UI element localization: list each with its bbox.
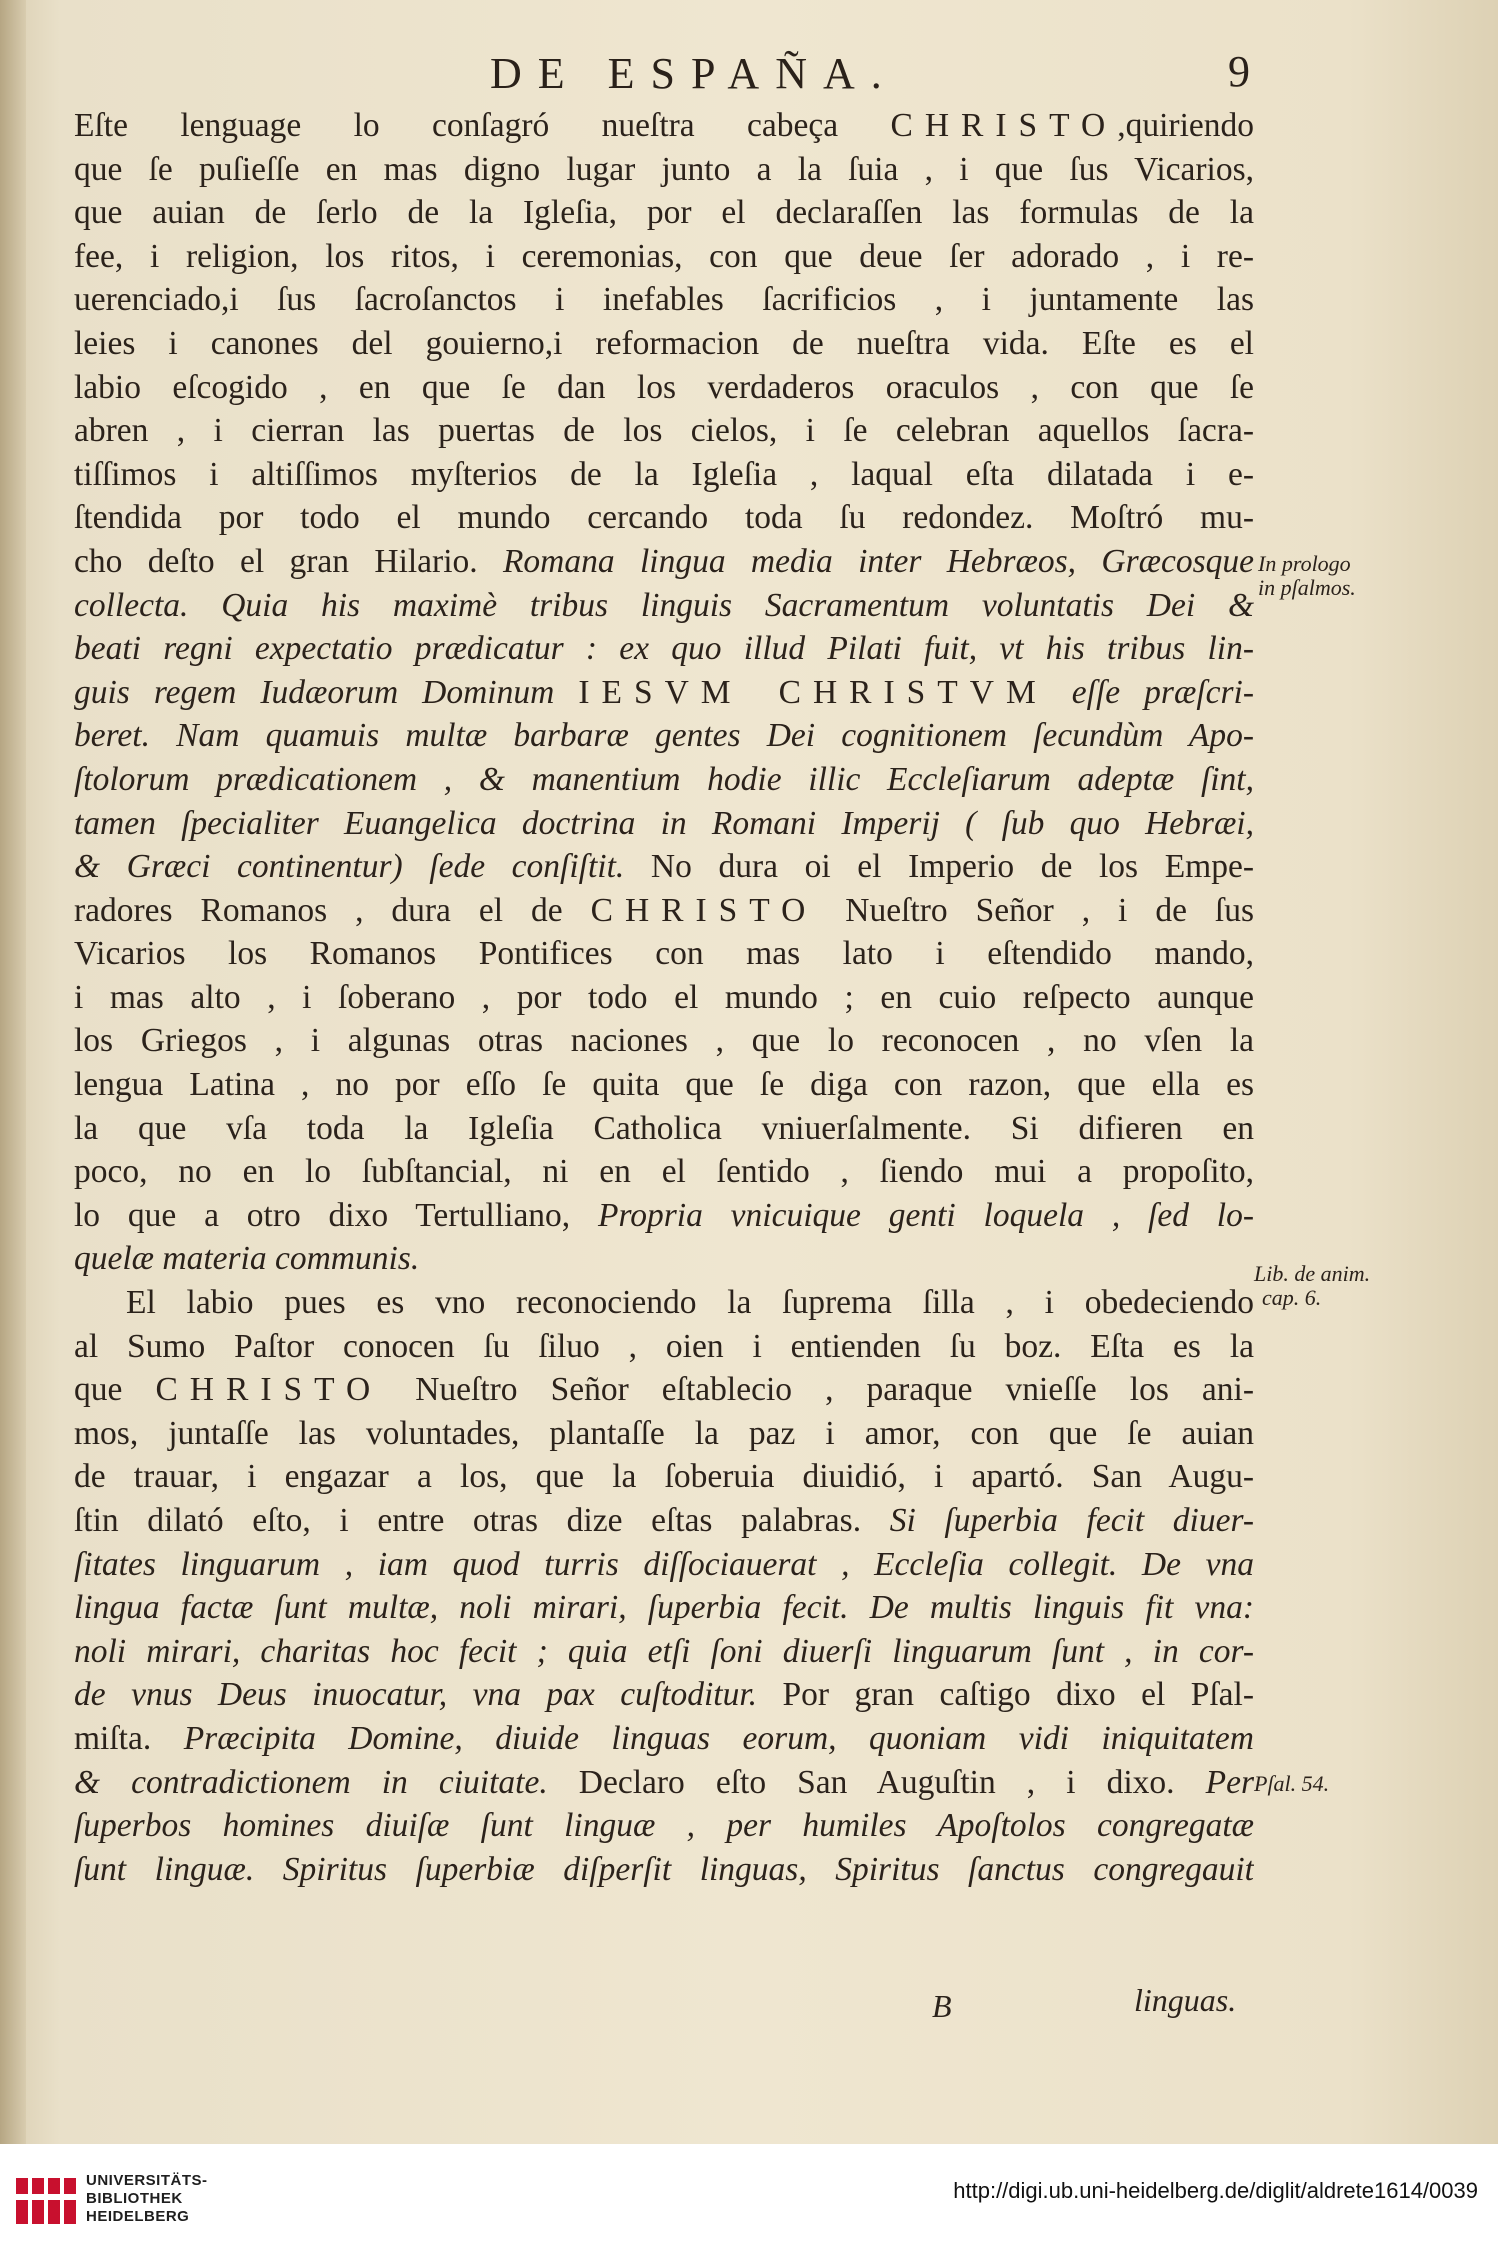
text-line (74, 976, 1254, 1020)
text-line (74, 1455, 1254, 1499)
running-title: DE ESPAÑA. (490, 49, 898, 98)
text-line (74, 1107, 1254, 1151)
text-segment: cho deſto el gran Hilario. (74, 542, 503, 580)
text-segment: i mas alto , i ſoberano , por todo el mundo ; en cuio reſpecto aunque (74, 978, 1254, 1016)
italic-latin-text: Si ſuperbia fecit diuer- (889, 1502, 1254, 1539)
text-segment: Declaro eſto San Auguſtin , i dixo. (547, 1763, 1206, 1801)
text-segment: al Sumo Paſtor conocen ſu ſiluo , oien i entienden ſu boz. Eſta es la (74, 1327, 1254, 1365)
text-line (74, 1586, 1254, 1630)
text-line (74, 1063, 1254, 1107)
library-name-line: UNIVERSITÄTS- (86, 2172, 208, 2189)
text-line (74, 1019, 1254, 1063)
italic-latin-text: Romana lingua media inter Hebræos, Græcosque (502, 542, 1254, 580)
text-line (74, 278, 1254, 322)
body-text (74, 104, 1254, 1891)
text-line (74, 758, 1254, 802)
text-segment: ſtendida por todo el mundo cercando toda ſu redondez. Moſtró mu- (74, 499, 1254, 537)
text-segment: Nueſtro Señor eſtablecio , paraque vnieſſe los ani- (382, 1371, 1254, 1409)
text-segment: lo que a otro dixo Tertulliano, (74, 1196, 599, 1234)
digitization-footer (0, 2144, 1498, 2257)
text-line (74, 1630, 1254, 1674)
text-segment: No dura oi el Imperio de los Empe- (624, 848, 1254, 886)
text-segment: Eſte lenguage lo conſagró nueſtra cabeça (74, 107, 891, 144)
text-segment: Nueſtro Señor , i de ſus (817, 891, 1254, 929)
text-segment: mos, juntaſſe las voluntades, plantaſſe la paz i amor, con que ſe auian (74, 1414, 1254, 1452)
text-segment: poco, no en lo ſubſtancial, ni en el ſentido , ſiendo mui a propoſito, (74, 1153, 1254, 1191)
text-line (74, 496, 1254, 540)
italic-latin-text: tamen ſpecialiter Euangelica doctrina in Romani Imperij ( ſub quo Hebræi, (74, 804, 1254, 842)
text-line (74, 235, 1254, 279)
margin-note-psalmo (1254, 1772, 1329, 1796)
page-number: 9 (1228, 47, 1250, 96)
text-segment: abren , i cierran las puertas de los cielos, i ſe celebran aquellos ſacra- (74, 412, 1254, 450)
text-line (74, 714, 1254, 758)
text-line (74, 627, 1254, 671)
italic-latin-text: Propria vnicuique genti loquela , ſed lo- (598, 1196, 1254, 1234)
text-segment: El labio pues es vno reconociendo la ſuprema ſilla , i obedeciendo (126, 1284, 1254, 1322)
text-segment: que ſe puſieſſe en mas digno lugar junto a la ſuia , i que ſus Vicarios, (74, 150, 1254, 188)
library-name-line: HEIDELBERG (86, 2208, 190, 2225)
italic-latin-text: lingua factæ ſunt multæ, noli mirari, ſuperbia fecit. De multis linguis fit vna: (74, 1589, 1254, 1627)
text-segment: que (74, 1371, 156, 1409)
text-segment: radores Romanos , dura el de (74, 891, 591, 929)
text-line (74, 1673, 1254, 1717)
text-segment: ſtin dilató eſto, i entre otras dize eſtas palabras. (74, 1502, 890, 1539)
text-line (74, 1848, 1254, 1892)
italic-latin-text: & Græci continentur) ſede conſiſtit. (74, 848, 625, 886)
university-library-logo-icon[interactable] (14, 2174, 78, 2228)
text-line (74, 584, 1254, 628)
text-line (74, 191, 1254, 235)
italic-latin-text: ſitates linguarum , iam quod turris diſſociauerat , Eccleſia collegit. De vna (74, 1545, 1254, 1583)
small-caps-name: IESVM CHRISTVM (578, 673, 1048, 711)
small-caps-name: CHRISTO (155, 1371, 383, 1409)
margin-note-hilario (1258, 552, 1356, 600)
text-line (74, 1499, 1254, 1543)
text-segment: los Griegos , i algunas otras naciones , que lo reconocen , no vſen la (74, 1022, 1254, 1060)
digital-copy-link[interactable]: http://digi.ub.uni-heidelberg.de/diglit/aldrete1614/0039 (953, 2178, 1478, 2203)
text-line (74, 845, 1254, 889)
text-line (74, 148, 1254, 192)
italic-latin-text: beret. Nam quamuis multæ barbaræ gentes Dei cognitionem ſecundùm Apo- (74, 717, 1254, 755)
text-line (74, 1325, 1254, 1369)
italic-latin-text: quelæ materia communis. (74, 1240, 420, 1278)
library-name (86, 2172, 208, 2226)
text-line (74, 671, 1254, 715)
margin-note-line: cap. 6. (1262, 1285, 1322, 1310)
italic-latin-text: noli mirari, charitas hoc fecit ; quia etſi ſoni diuerſi linguarum ſunt , in cor- (74, 1632, 1254, 1670)
text-line (74, 453, 1254, 497)
text-segment: miſta. (74, 1719, 184, 1757)
small-caps-name: CHRISTO (890, 107, 1118, 144)
margin-note-line: in pſalmos. (1258, 575, 1356, 600)
italic-latin-text: Præcipita Domine, diuide linguas eorum, quoniam vidi iniquitatem (183, 1719, 1254, 1757)
text-line (74, 1150, 1254, 1194)
catchword: linguas. (1134, 1982, 1237, 2018)
text-segment: labio eſcogido , en que ſe dan los verdaderos oraculos , con que ſe (74, 368, 1254, 406)
text-segment: Por gran caſtigo dixo el Pſal- (757, 1676, 1254, 1714)
italic-latin-text: de vnus Deus inuocatur, vna pax cuſtoditur. (74, 1676, 758, 1714)
text-line (74, 104, 1254, 148)
text-segment: que auian de ſerlo de la Igleſia, por el declaraſſen las formulas de la (74, 194, 1254, 232)
text-line (74, 1761, 1254, 1805)
text-line (74, 1804, 1254, 1848)
binding-edge (0, 0, 26, 2144)
text-line (74, 802, 1254, 846)
italic-latin-text: ſtolorum prædicationem , & manentium hodie illic Eccleſiarum adeptæ ſint, (74, 760, 1254, 798)
text-line (74, 540, 1254, 584)
margin-note-line: Pſal. 54. (1254, 1771, 1330, 1796)
page-header (490, 42, 1250, 112)
text-segment: ,quiriendo (1117, 107, 1254, 144)
text-line (74, 1543, 1254, 1587)
text-line (74, 1368, 1254, 1412)
text-line (74, 409, 1254, 453)
italic-latin-text: collecta. Quia his maximè tribus linguis Sacramentum voluntatis Dei & (74, 586, 1254, 624)
text-line (74, 1412, 1254, 1456)
text-line (74, 1194, 1254, 1238)
text-line (74, 366, 1254, 410)
library-name-line: BIBLIOTHEK (86, 2190, 183, 2207)
italic-latin-text: eſſe præſcri- (1047, 673, 1254, 711)
italic-latin-text: ſuperbos homines diuiſæ ſunt linguæ , per humiles Apoſtolos congregatæ (74, 1807, 1254, 1845)
text-line (74, 1281, 1254, 1325)
text-line (74, 322, 1254, 366)
italic-latin-text: Per (1205, 1763, 1254, 1801)
small-caps-name: CHRISTO (590, 891, 818, 929)
margin-note-line: In prologo (1258, 551, 1351, 576)
italic-latin-text: & contradictionem in ciuitate. (74, 1763, 548, 1801)
text-line (74, 932, 1254, 976)
text-segment: uerenciado,i ſus ſacroſanctos i inefables ſacrificios , i juntamente las (74, 281, 1254, 319)
italic-latin-text: ſunt linguæ. Spiritus ſuperbiæ diſperſit linguas, Spiritus ſanctus congregauit (74, 1850, 1254, 1888)
text-segment: fee, i religion, los ritos, i ceremonias, con que deue ſer adorado , i re- (74, 237, 1254, 275)
italic-latin-text: beati regni expectatio prædicatur : ex quo illud Pilati fuit, vt his tribus lin- (74, 630, 1254, 668)
text-line (74, 1237, 1254, 1281)
margin-note-tertulliano (1254, 1262, 1370, 1310)
text-segment: tiſſimos i altiſſimos myſterios de la Igleſia , laqual eſta dilatada i e- (74, 455, 1254, 493)
text-segment: Vicarios los Romanos Pontifices con mas lato i eſtendido mando, (74, 935, 1254, 973)
text-segment: lengua Latina , no por eſſo ſe quita que ſe diga con razon, que ella es (74, 1066, 1254, 1104)
italic-latin-text: guis regem Iudæorum Dominum (74, 673, 579, 711)
text-line (74, 1717, 1254, 1761)
margin-note-line: Lib. de anim. (1254, 1261, 1371, 1286)
text-segment: leies i canones del gouierno,i reformacion de nueſtra vida. Eſte es el (74, 324, 1254, 362)
text-segment: la que vſa toda la Igleſia Catholica vniuerſalmente. Si difieren en (74, 1109, 1254, 1147)
text-line (74, 889, 1254, 933)
text-segment: de trauar, i engazar a los, que la ſoberuia diuidió, i apartó. San Augu- (74, 1458, 1254, 1496)
signature-mark: B (932, 1988, 952, 2024)
